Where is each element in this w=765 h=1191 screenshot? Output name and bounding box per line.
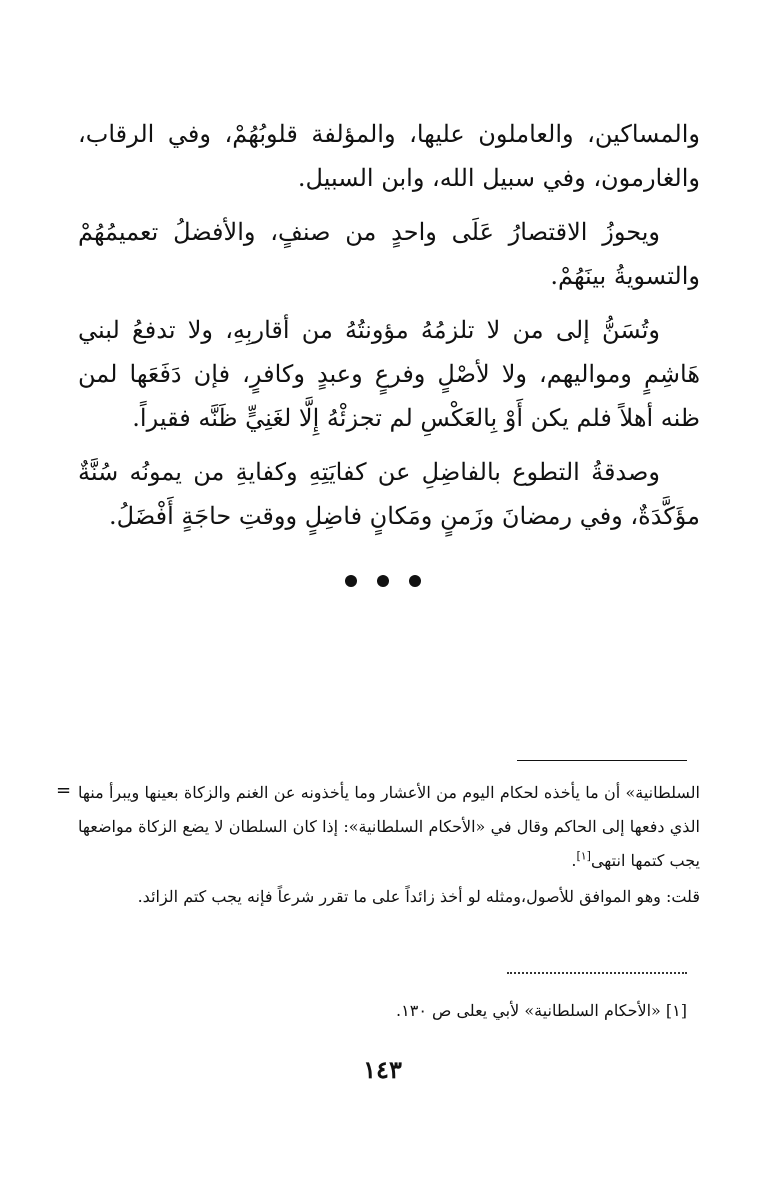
footnote-reference-marker: [١] bbox=[576, 849, 591, 863]
footnote-end-punctuation: . bbox=[571, 851, 577, 870]
separator-dot bbox=[345, 575, 357, 587]
footnote-paragraph bbox=[78, 776, 700, 878]
footnotes bbox=[78, 776, 700, 914]
page-number: ١٤٣ bbox=[363, 1055, 402, 1084]
main-text bbox=[78, 112, 700, 538]
footnote-rule bbox=[517, 760, 687, 761]
separator-dot bbox=[409, 575, 421, 587]
footnote-continuation-mark: = bbox=[56, 780, 72, 801]
separator-dot bbox=[377, 575, 389, 587]
paragraph-zakat-recipients: والمساكين، والعاملون عليها، والمؤلفة قلوبُهُمْ، وفي الرقاب، والغارمون، وفي سبيل الله، وابن السبيل. bbox=[78, 120, 700, 192]
footnote-comment-paragraph: قلت: وهو الموافق للأصول،ومثله لو أخذ زائداً على ما تقرر شرعاً فإنه يجب كتم الزائد. bbox=[137, 887, 700, 906]
paragraph-relatives: وتُسَنُّ إلى من لا تلزمُهُ مؤونتُهُ من أقاربِهِ، ولا تدفعُ لبني هَاشِمٍ ومواليهم، ولا لأصْلٍ وفرعٍ وعبدٍ وكافرٍ، فإن دَفَعَها لمن ظنه أهلاً فلم يكن أَوْ بِالعَكْسِ لم تجزئْهُ إِلَّا لغَنِيٍّ ظَنَّه فقيراً. bbox=[78, 316, 700, 432]
endnote-dotted-rule bbox=[507, 972, 687, 974]
endnote-reference: [١] «الأحكام السلطانية» لأبي يعلى ص ١٣٠. bbox=[396, 1001, 687, 1020]
paragraph-voluntary-charity: وصدقةُ التطوع بالفاضِلِ عن كفايَتِهِ وكفايةِ من يمونُه سُنَّةٌ مؤَكَّدَةٌ، وفي رمضانَ وزَمنٍ ومَكانٍ فاضِلٍ ووقتِ حاجَةٍ أَفْضَلُ. bbox=[78, 458, 700, 530]
footnote-text: السلطانية» أن ما يأخذه لحكام اليوم من الأعشار وما يأخذونه عن الغنم والزكاة بعينها ويبرأ منها الذي دفعها إلى الحاكم وقال في «الأحكام السلطانية»: إذا كان السلطان لا يضع الزكاة مواضعها يجب كتمها انتهى bbox=[78, 783, 700, 870]
section-separator bbox=[0, 572, 765, 591]
paragraph-single-category: ويحوزُ الاقتصارُ عَلَى واحدٍ من صنفٍ، والأفضلُ تعميمُهُمْ والتسويةُ بينَهُمْ. bbox=[78, 218, 700, 290]
